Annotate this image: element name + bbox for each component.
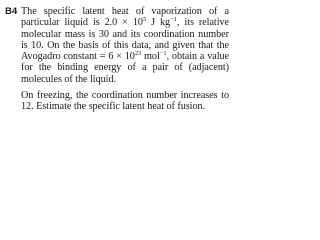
p1-exponent-4: −1 [159,50,167,58]
problem-paragraph-2: On freezing, the coordination number increases to 12. Estimate the specific latent heat of fusion. [21,90,229,113]
p1-text-5: , obtain a value for the binding energy of a pair of (adjacent) molecules of the liquid. [21,51,230,85]
p1-exponent-1: 5 [142,16,147,24]
problem-paragraph-1 [21,6,229,85]
p1-text-3: , its relative molecular mass is 30 and its coordination number is 10. On the basis of this data, and given that the Avogadro constant = 6 × 10 [21,17,229,63]
problem-b4 [5,6,229,113]
p1-text-1: The specific latent heat of vaporization of a particular liquid is 2.0 × 10 [21,6,229,29]
p1-exponent-3: 23 [134,50,142,58]
p1-exponent-2: −1 [170,16,177,24]
p1-text-4: mol [141,51,160,63]
p1-text-2: J kg [146,17,171,29]
problem-number: B4 [5,6,18,17]
